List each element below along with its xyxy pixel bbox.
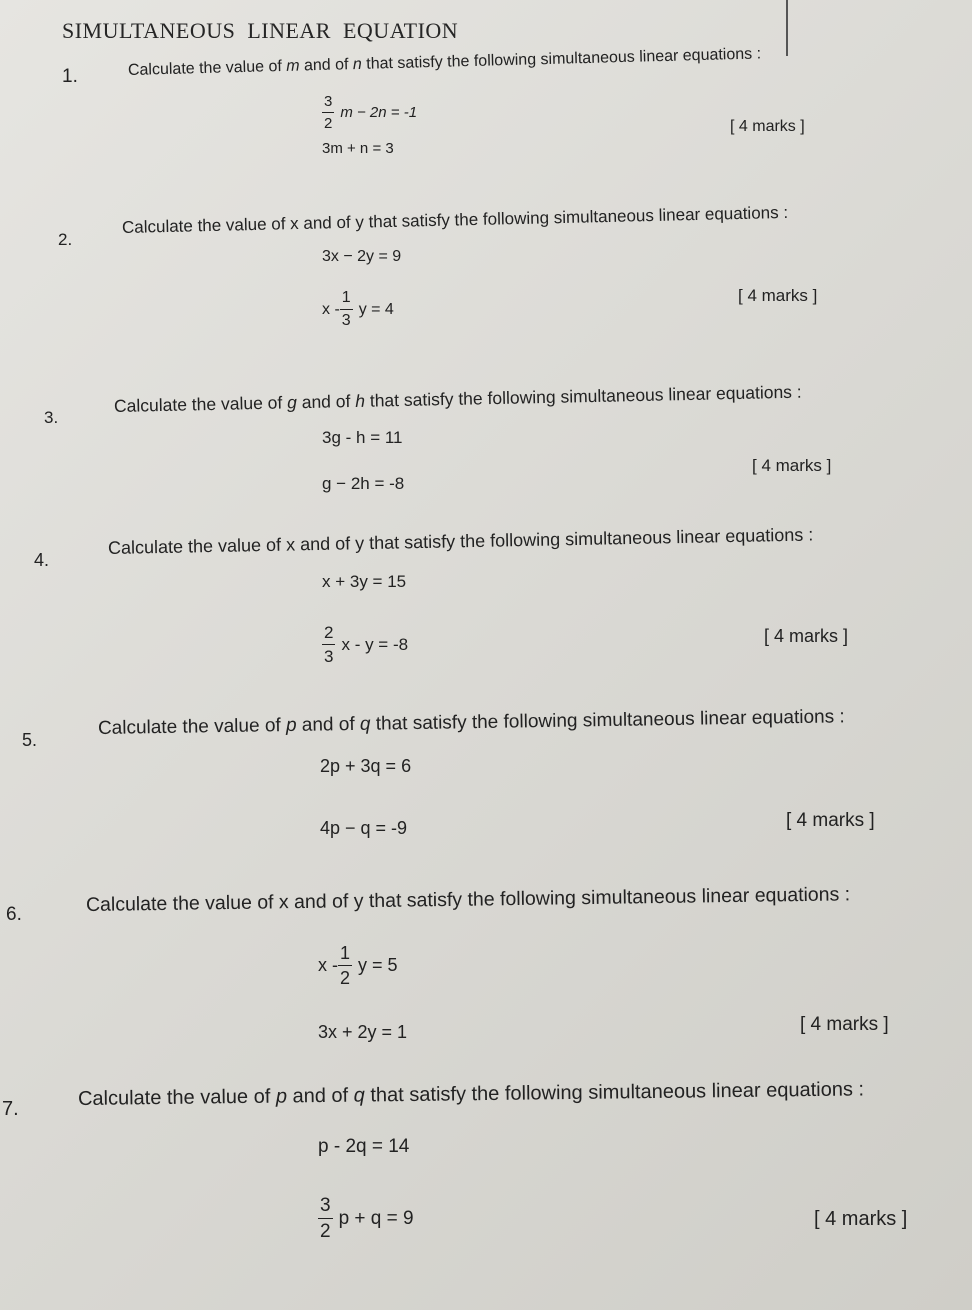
- question-7-equation-1: p - 2q = 14: [318, 1136, 410, 1157]
- question-2-equation-1: 3x − 2y = 9: [322, 248, 402, 265]
- question-6-marks: [ 4 marks ]: [800, 1014, 889, 1035]
- question-4-text: Calculate the value of x and of y that satisfy the following simultaneous linear equations :: [107, 524, 814, 558]
- page-title: SIMULTANEOUS LINEAR EQUATION: [62, 18, 459, 43]
- question-7-text: Calculate the value of p and of q that satisfy the following simultaneous linear equations :: [77, 1078, 865, 1110]
- question-6-text: Calculate the value of x and of y that satisfy the following simultaneous linear equations :: [85, 883, 851, 916]
- question-3-marks: [ 4 marks ]: [752, 456, 832, 475]
- question-5-marks: [ 4 marks ]: [786, 810, 875, 831]
- margin-line: [786, 0, 788, 56]
- question-4-equation-2: $\frac{2}{3}$ x - y = -8: [324, 623, 409, 666]
- question-1-equation-1: $\frac{3}{2}$ m − 2n = -1: [324, 93, 418, 132]
- question-7-number: 7.: [2, 1098, 19, 1120]
- question-3-equation-1: 3g - h = 11: [322, 428, 403, 447]
- question-2-marks: [ 4 marks ]: [738, 286, 818, 305]
- question-7-marks: [ 4 marks ]: [814, 1208, 908, 1230]
- question-7-equation-2: $\frac{3}{2}$ p + q = 9: [320, 1195, 414, 1242]
- question-5-equation-2: 4p − q = -9: [320, 818, 408, 838]
- question-3-text: Calculate the value of g and of h that satisfy the following simultaneous linear equations :: [113, 381, 802, 416]
- question-1-text: Calculate the value of m and of n that satisfy the following simultaneous linear equations :: [127, 45, 762, 79]
- question-4-marks: [ 4 marks ]: [764, 626, 849, 646]
- question-2-equation-2: x - $\frac{1}{3}$ y = 4: [322, 289, 394, 329]
- question-5-text: Calculate the value of p and of q that satisfy the following simultaneous linear equations :: [97, 706, 845, 739]
- question-5-equation-1: 2p + 3q = 6: [320, 756, 412, 776]
- question-6-equation-1: x - $\frac{1}{2}$ y = 5: [318, 943, 398, 988]
- question-5-number: 5.: [22, 730, 38, 750]
- question-3-equation-2: g − 2h = -8: [322, 474, 405, 493]
- question-3-number: 3.: [44, 408, 59, 427]
- question-1-marks: [ 4 marks ]: [730, 118, 805, 135]
- question-1-equation-2: 3m + n = 3: [322, 140, 394, 157]
- question-6-number: 6.: [6, 904, 22, 925]
- question-2-text: Calculate the value of x and of y that satisfy the following simultaneous linear equations :: [121, 202, 789, 237]
- question-6-equation-2: 3x + 2y = 1: [318, 1022, 408, 1042]
- question-4-equation-1: x + 3y = 15: [322, 572, 407, 591]
- question-4-number: 4.: [34, 550, 50, 570]
- question-2-number: 2.: [58, 230, 73, 249]
- question-1-number: 1.: [62, 66, 78, 87]
